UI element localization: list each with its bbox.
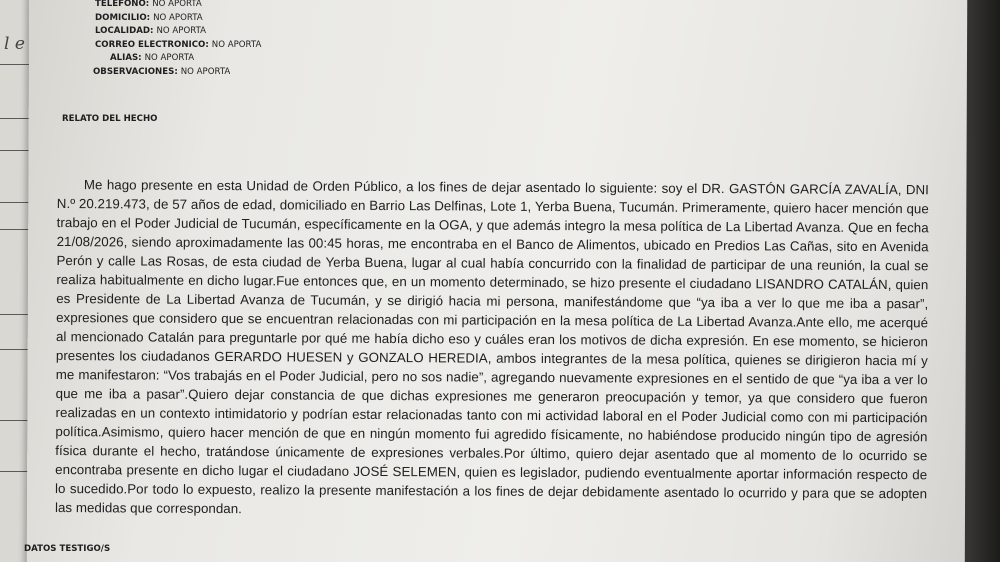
field-value: NO APORTA <box>153 12 203 23</box>
field-value: NO APORTA <box>211 39 262 50</box>
field-label: TELEFONO: <box>95 0 150 9</box>
header-fields <box>95 0 261 79</box>
field-observaciones <box>93 66 261 80</box>
handwritten-scribble: l e <box>4 34 25 54</box>
field-value: NO APORTA <box>180 66 231 77</box>
field-label: OBSERVACIONES: <box>93 66 178 77</box>
field-domicilio <box>95 12 261 26</box>
field-label: ALIAS: <box>110 53 142 63</box>
field-label: DOMICILIO: <box>95 12 151 23</box>
field-localidad <box>95 25 261 39</box>
relato-body: Me hago presente en esta Unidad de Orden Público, a los fines de dejar asentado lo siguiente: soy el DR. GASTÓN GARCÍA ZAVALÍA, DNI N.º 20.219.473, de 57 años de edad, domiciliado en Barrio Las Delfinas, Lote 1, Yerba Buena, Tucumán. Primeramente, quiero hacer mención que trabajo en el Poder Judicial de Tucumán, específicamente en la OGA, y que además integro la mesa política de La Libertad Avanza. Que en fecha 21/08/2026, siendo aproximadamente las 00:45 horas, me encontraba en el Banco de Alimentos, ubicado en Predios Las Cañas, sito en Avenida Perón y calle Las Rosas, de esta ciudad de Yerba Buena, lugar al cual había concurrido con la finalidad de participar de una reunión, la cual se realiza habitualmente en dicho lugar.Fue entonces que, en un momento determinado, se hizo presente el ciudadano LISANDRO CATALÁN, quien es Presidente de La Libertad Avanza de Tucumán, y se dirigió hacia mi persona, manifestándome que “ya iba a ver lo que me iba a pasar”, expresiones que considero que se encuentran relacionadas con mi participación en la mesa política de La Libertad Avanza.Ante ello, me acerqué al mencionado Catalán para preguntarle por qué me había dicho eso y cuáles eran los motivos de dicha expresión. En ese momento, se hicieron presentes los ciudadanos GERARDO HUESEN y GONZALO HEREDIA, ambos integrantes de la mesa política, quienes se dirigieron hacia mí y me manifestaron: “Vos trabajás en el Poder Judicial, pero no sos nadie”, agregando nuevamente expresiones en el sentido de que “ya iba a ver lo que me iba a pasar”.Quiero dejar constancia de que dichas expresiones me generaron preocupación y temor, ya que considero que fueron realizadas en un contexto intimidatorio y podrían estar relacionadas tanto con mi actividad laboral en el Poder Judicial como con mi participación política.Asimismo, quiero hacer mención de que en ningún momento fui agredido físicamente, no habiéndose producido ningún tipo de agresión física durante el hecho, tratándose únicamente de expresiones verbales.Por último, quiero dejar asentado que al momento de lo ocurrido se encontraba presente en dicho lugar el ciudadano JOSÉ SELEMEN, quien es legislador, pudiendo eventualmente aportar información respecto de lo sucedido.Por todo lo expuesto, realizo la presente manifestación a los fines de dejar debidamente asentado lo ocurrido y para que se adopten las medidas que correspondan. <box>54 177 929 517</box>
field-value: NO APORTA <box>144 53 195 63</box>
field-correo <box>95 39 261 53</box>
field-label: LOCALIDAD: <box>95 26 154 36</box>
field-label: CORREO ELECTRONICO: <box>95 39 209 50</box>
field-value: NO APORTA <box>152 0 202 9</box>
testigos-heading: DATOS TESTIGO/S <box>24 544 111 554</box>
dark-background-edge <box>964 0 1000 562</box>
field-alias <box>95 52 261 66</box>
field-value: NO APORTA <box>156 26 207 36</box>
relato-heading: RELATO DEL HECHO <box>62 114 158 124</box>
field-telefono <box>95 0 261 12</box>
